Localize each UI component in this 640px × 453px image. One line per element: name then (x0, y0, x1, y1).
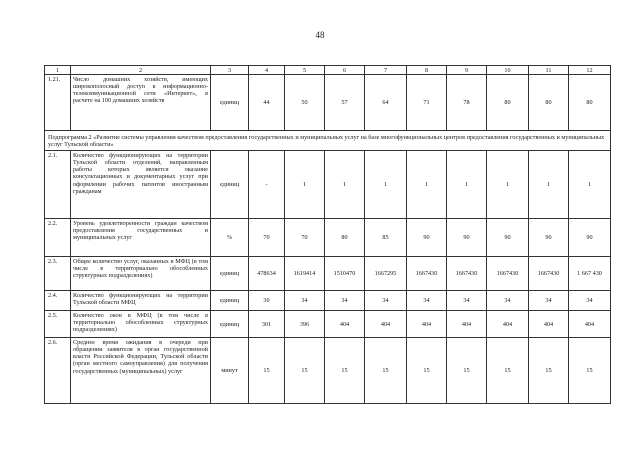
value-cell: - (249, 151, 285, 219)
value-cell: 34 (325, 291, 365, 311)
header-cell: 5 (285, 66, 325, 75)
value-cell: 80 (325, 219, 365, 257)
header-cell: 3 (211, 66, 249, 75)
value-cell: 85 (365, 219, 407, 257)
value-cell: 396 (285, 311, 325, 338)
row-number: 2.2. (45, 219, 71, 257)
value-cell: 15 (365, 338, 407, 404)
value-cell: 78 (447, 75, 487, 131)
subprogram-title: Подпрограмма 2 «Развитие системы управления качеством предоставления государственных и муниципальных услуг на базе многофункциональных центров предоставления государственных и муниципальных услуг Тульской области» (45, 131, 611, 151)
page-number: 48 (315, 30, 325, 40)
table-row (45, 75, 611, 131)
value-cell: 64 (365, 75, 407, 131)
row-description: Количество окон в МФЦ (в том числе в территориально обособленных структурных подразделениях) (71, 311, 211, 338)
value-cell: 1 (285, 151, 325, 219)
value-cell: 1667430 (447, 257, 487, 291)
value-cell: 15 (285, 338, 325, 404)
value-cell: 1667430 (487, 257, 529, 291)
value-cell: 1 (325, 151, 365, 219)
row-unit: единиц (211, 75, 249, 131)
value-cell: 34 (447, 291, 487, 311)
value-cell: 34 (365, 291, 407, 311)
value-cell: 90 (529, 219, 569, 257)
value-cell: 404 (407, 311, 447, 338)
header-cell: 6 (325, 66, 365, 75)
table-row (45, 257, 611, 291)
value-cell: 1 667 430 (569, 257, 611, 291)
table-row (45, 291, 611, 311)
value-cell: 15 (487, 338, 529, 404)
value-cell: 50 (285, 75, 325, 131)
row-unit: минут (211, 338, 249, 404)
value-cell: 80 (529, 75, 569, 131)
value-cell: 15 (325, 338, 365, 404)
value-cell: 90 (487, 219, 529, 257)
value-cell: 90 (569, 219, 611, 257)
row-description: Число домашних хозяйств, имеющих широкополосный доступ к информационно-телекоммуникационной сети «Интернет», в расчете на 100 домашних хозяйств (71, 75, 211, 131)
header-cell: 8 (407, 66, 447, 75)
subprogram-row (45, 131, 611, 151)
value-cell: 1667430 (529, 257, 569, 291)
value-cell: 1 (569, 151, 611, 219)
row-number: 2.5. (45, 311, 71, 338)
row-unit: единиц (211, 311, 249, 338)
header-cell: 10 (487, 66, 529, 75)
value-cell: 1 (487, 151, 529, 219)
row-unit: единиц (211, 291, 249, 311)
row-description: Количество функционирующих на территории Тульской области МФЦ (71, 291, 211, 311)
header-cell: 1 (45, 66, 71, 75)
row-number: 1.21. (45, 75, 71, 131)
row-number: 2.4. (45, 291, 71, 311)
value-cell: 404 (529, 311, 569, 338)
value-cell: 15 (249, 338, 285, 404)
table-row (45, 311, 611, 338)
table-header-row (45, 66, 611, 75)
value-cell: 90 (407, 219, 447, 257)
header-cell: 7 (365, 66, 407, 75)
value-cell: 34 (487, 291, 529, 311)
value-cell: 71 (407, 75, 447, 131)
value-cell: 34 (529, 291, 569, 311)
header-cell: 2 (71, 66, 211, 75)
row-description: Среднее время ожидания в очереди при обращении заявителя в орган государственной власти Российской Федерации, Тульской области (орган местного самоуправления) для получения государственных (муниципальных) услуг (71, 338, 211, 404)
row-number: 2.6. (45, 338, 71, 404)
value-cell: 15 (529, 338, 569, 404)
value-cell: 57 (325, 75, 365, 131)
row-description: Количество функционирующих на территории Тульской области отделений, направленным работы которых является оказание консультационных и документарных услуг при оформлении рабочих патентов иностранным гражданам (71, 151, 211, 219)
indicators-table (44, 65, 611, 404)
value-cell: 70 (249, 219, 285, 257)
value-cell: 80 (487, 75, 529, 131)
value-cell: 1619414 (285, 257, 325, 291)
value-cell: 301 (249, 311, 285, 338)
header-cell: 9 (447, 66, 487, 75)
row-number: 2.3. (45, 257, 71, 291)
value-cell: 1667295 (365, 257, 407, 291)
table-row (45, 338, 611, 404)
value-cell: 30 (249, 291, 285, 311)
value-cell: 1 (407, 151, 447, 219)
value-cell: 15 (569, 338, 611, 404)
row-description: Общее количество услуг, оказанных в МФЦ (в том числе в территориально обособленных структурных подразделениях) (71, 257, 211, 291)
value-cell: 15 (407, 338, 447, 404)
row-description: Уровень удовлетворенности граждан качеством предоставления государственных и муниципальных услуг (71, 219, 211, 257)
value-cell: 478634 (249, 257, 285, 291)
value-cell: 90 (447, 219, 487, 257)
value-cell: 404 (487, 311, 529, 338)
value-cell: 80 (569, 75, 611, 131)
table-row (45, 219, 611, 257)
row-number: 2.1. (45, 151, 71, 219)
value-cell: 34 (407, 291, 447, 311)
value-cell: 15 (447, 338, 487, 404)
value-cell: 70 (285, 219, 325, 257)
header-cell: 11 (529, 66, 569, 75)
value-cell: 1667430 (407, 257, 447, 291)
value-cell: 34 (285, 291, 325, 311)
header-cell: 12 (569, 66, 611, 75)
value-cell: 1510470 (325, 257, 365, 291)
row-unit: единиц (211, 151, 249, 219)
value-cell: 404 (569, 311, 611, 338)
header-cell: 4 (249, 66, 285, 75)
value-cell: 404 (325, 311, 365, 338)
value-cell: 1 (447, 151, 487, 219)
table-row (45, 151, 611, 219)
value-cell: 1 (529, 151, 569, 219)
value-cell: 404 (365, 311, 407, 338)
value-cell: 404 (447, 311, 487, 338)
value-cell: 1 (365, 151, 407, 219)
value-cell: 44 (249, 75, 285, 131)
row-unit: единиц (211, 257, 249, 291)
row-unit: % (211, 219, 249, 257)
value-cell: 34 (569, 291, 611, 311)
